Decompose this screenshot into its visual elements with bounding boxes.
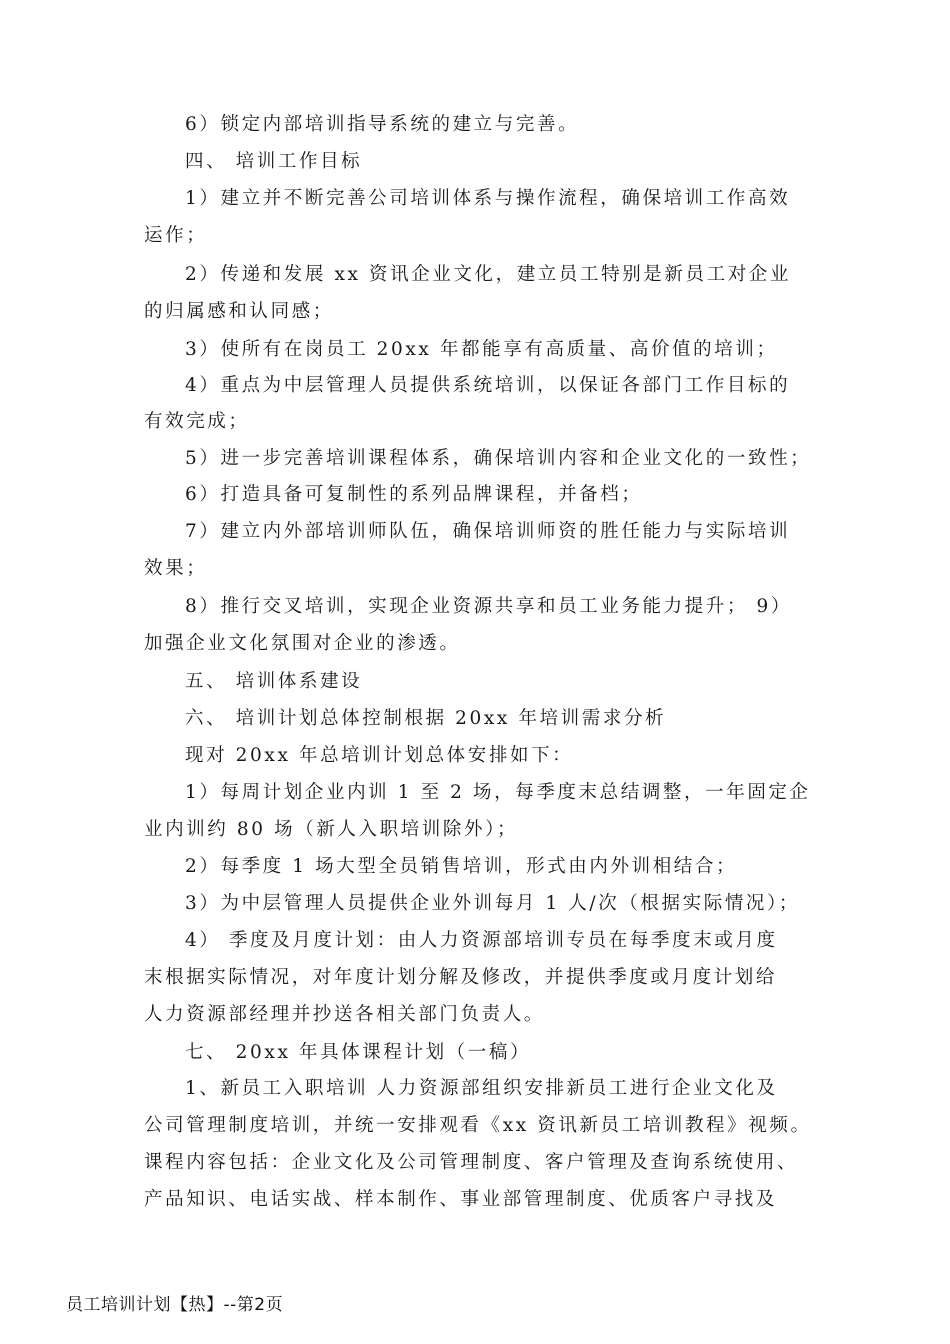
text-line: 6）打造具备可复制性的系列品牌课程，并备档； <box>185 484 643 505</box>
text-line: 1）每周计划企业内训 1 至 2 场，每季度末总结调整，一年固定企 <box>185 782 811 803</box>
text-line: 产品知识、电话实战、样本制作、事业部管理制度、优质客户寻找及 <box>144 1189 778 1210</box>
section-heading: 六、 培训计划总体控制根据 20xx 年培训需求分析 <box>185 708 667 729</box>
text-line: 3）为中层管理人员提供企业外训每月 1 人/次（根据实际情况）； <box>185 893 800 914</box>
text-line: 人力资源部经理并抄送各相关部门负责人。 <box>144 1004 545 1025</box>
section-heading: 五、 培训体系建设 <box>185 671 363 692</box>
text-line: 6）锁定内部培训指导系统的建立与完善。 <box>185 114 580 135</box>
text-line: 末根据实际情况，对年度计划分解及修改，并提供季度或月度计划给 <box>144 967 778 988</box>
text-line: 业内训约 80 场（新人入职培训除外）； <box>144 819 519 840</box>
text-line: 4）重点为中层管理人员提供系统培训，以保证各部门工作目标的 <box>185 375 791 396</box>
text-line: 3）使所有在岗员工 20xx 年都能享有高质量、高价值的培训； <box>185 339 778 360</box>
text-line: 有效完成； <box>144 411 250 432</box>
text-line: 课程内容包括：企业文化及公司管理制度、客户管理及查询系统使用、 <box>144 1152 799 1173</box>
text-line: 公司管理制度培训，并统一安排观看《xx 资讯新员工培训教程》视频。 <box>144 1115 812 1136</box>
section-heading: 七、 20xx 年具体课程计划（一稿） <box>185 1042 532 1063</box>
text-line: 4） 季度及月度计划：由人力资源部培训专员在每季度末或月度 <box>185 930 778 951</box>
page-footer: 员工培训计划【热】--第2页 <box>66 1295 284 1315</box>
text-line: 2）每季度 1 场大型全员销售培训，形式由内外训相结合； <box>185 856 738 877</box>
text-line: 1）建立并不断完善公司培训体系与操作流程，确保培训工作高效 <box>185 188 791 209</box>
text-line: 现对 20xx 年总培训计划总体安排如下： <box>185 745 574 766</box>
text-line: 5）进一步完善培训课程体系，确保培训内容和企业文化的一致性； <box>185 448 812 469</box>
text-line: 8）推行交叉培训，实现企业资源共享和员工业务能力提升； 9） <box>185 596 792 617</box>
text-line: 的归属感和认同感； <box>144 301 334 322</box>
text-line: 加强企业文化氛围对企业的渗透。 <box>144 633 461 654</box>
text-line: 运作； <box>144 225 208 246</box>
text-line: 效果； <box>144 558 208 579</box>
section-heading: 四、 培训工作目标 <box>185 151 363 172</box>
text-line: 1、新员工入职培训 人力资源部组织安排新员工进行企业文化及 <box>185 1078 778 1099</box>
text-line: 7）建立内外部培训师队伍，确保培训师资的胜任能力与实际培训 <box>185 521 791 542</box>
text-line: 2）传递和发展 xx 资讯企业文化，建立员工特别是新员工对企业 <box>185 264 792 285</box>
